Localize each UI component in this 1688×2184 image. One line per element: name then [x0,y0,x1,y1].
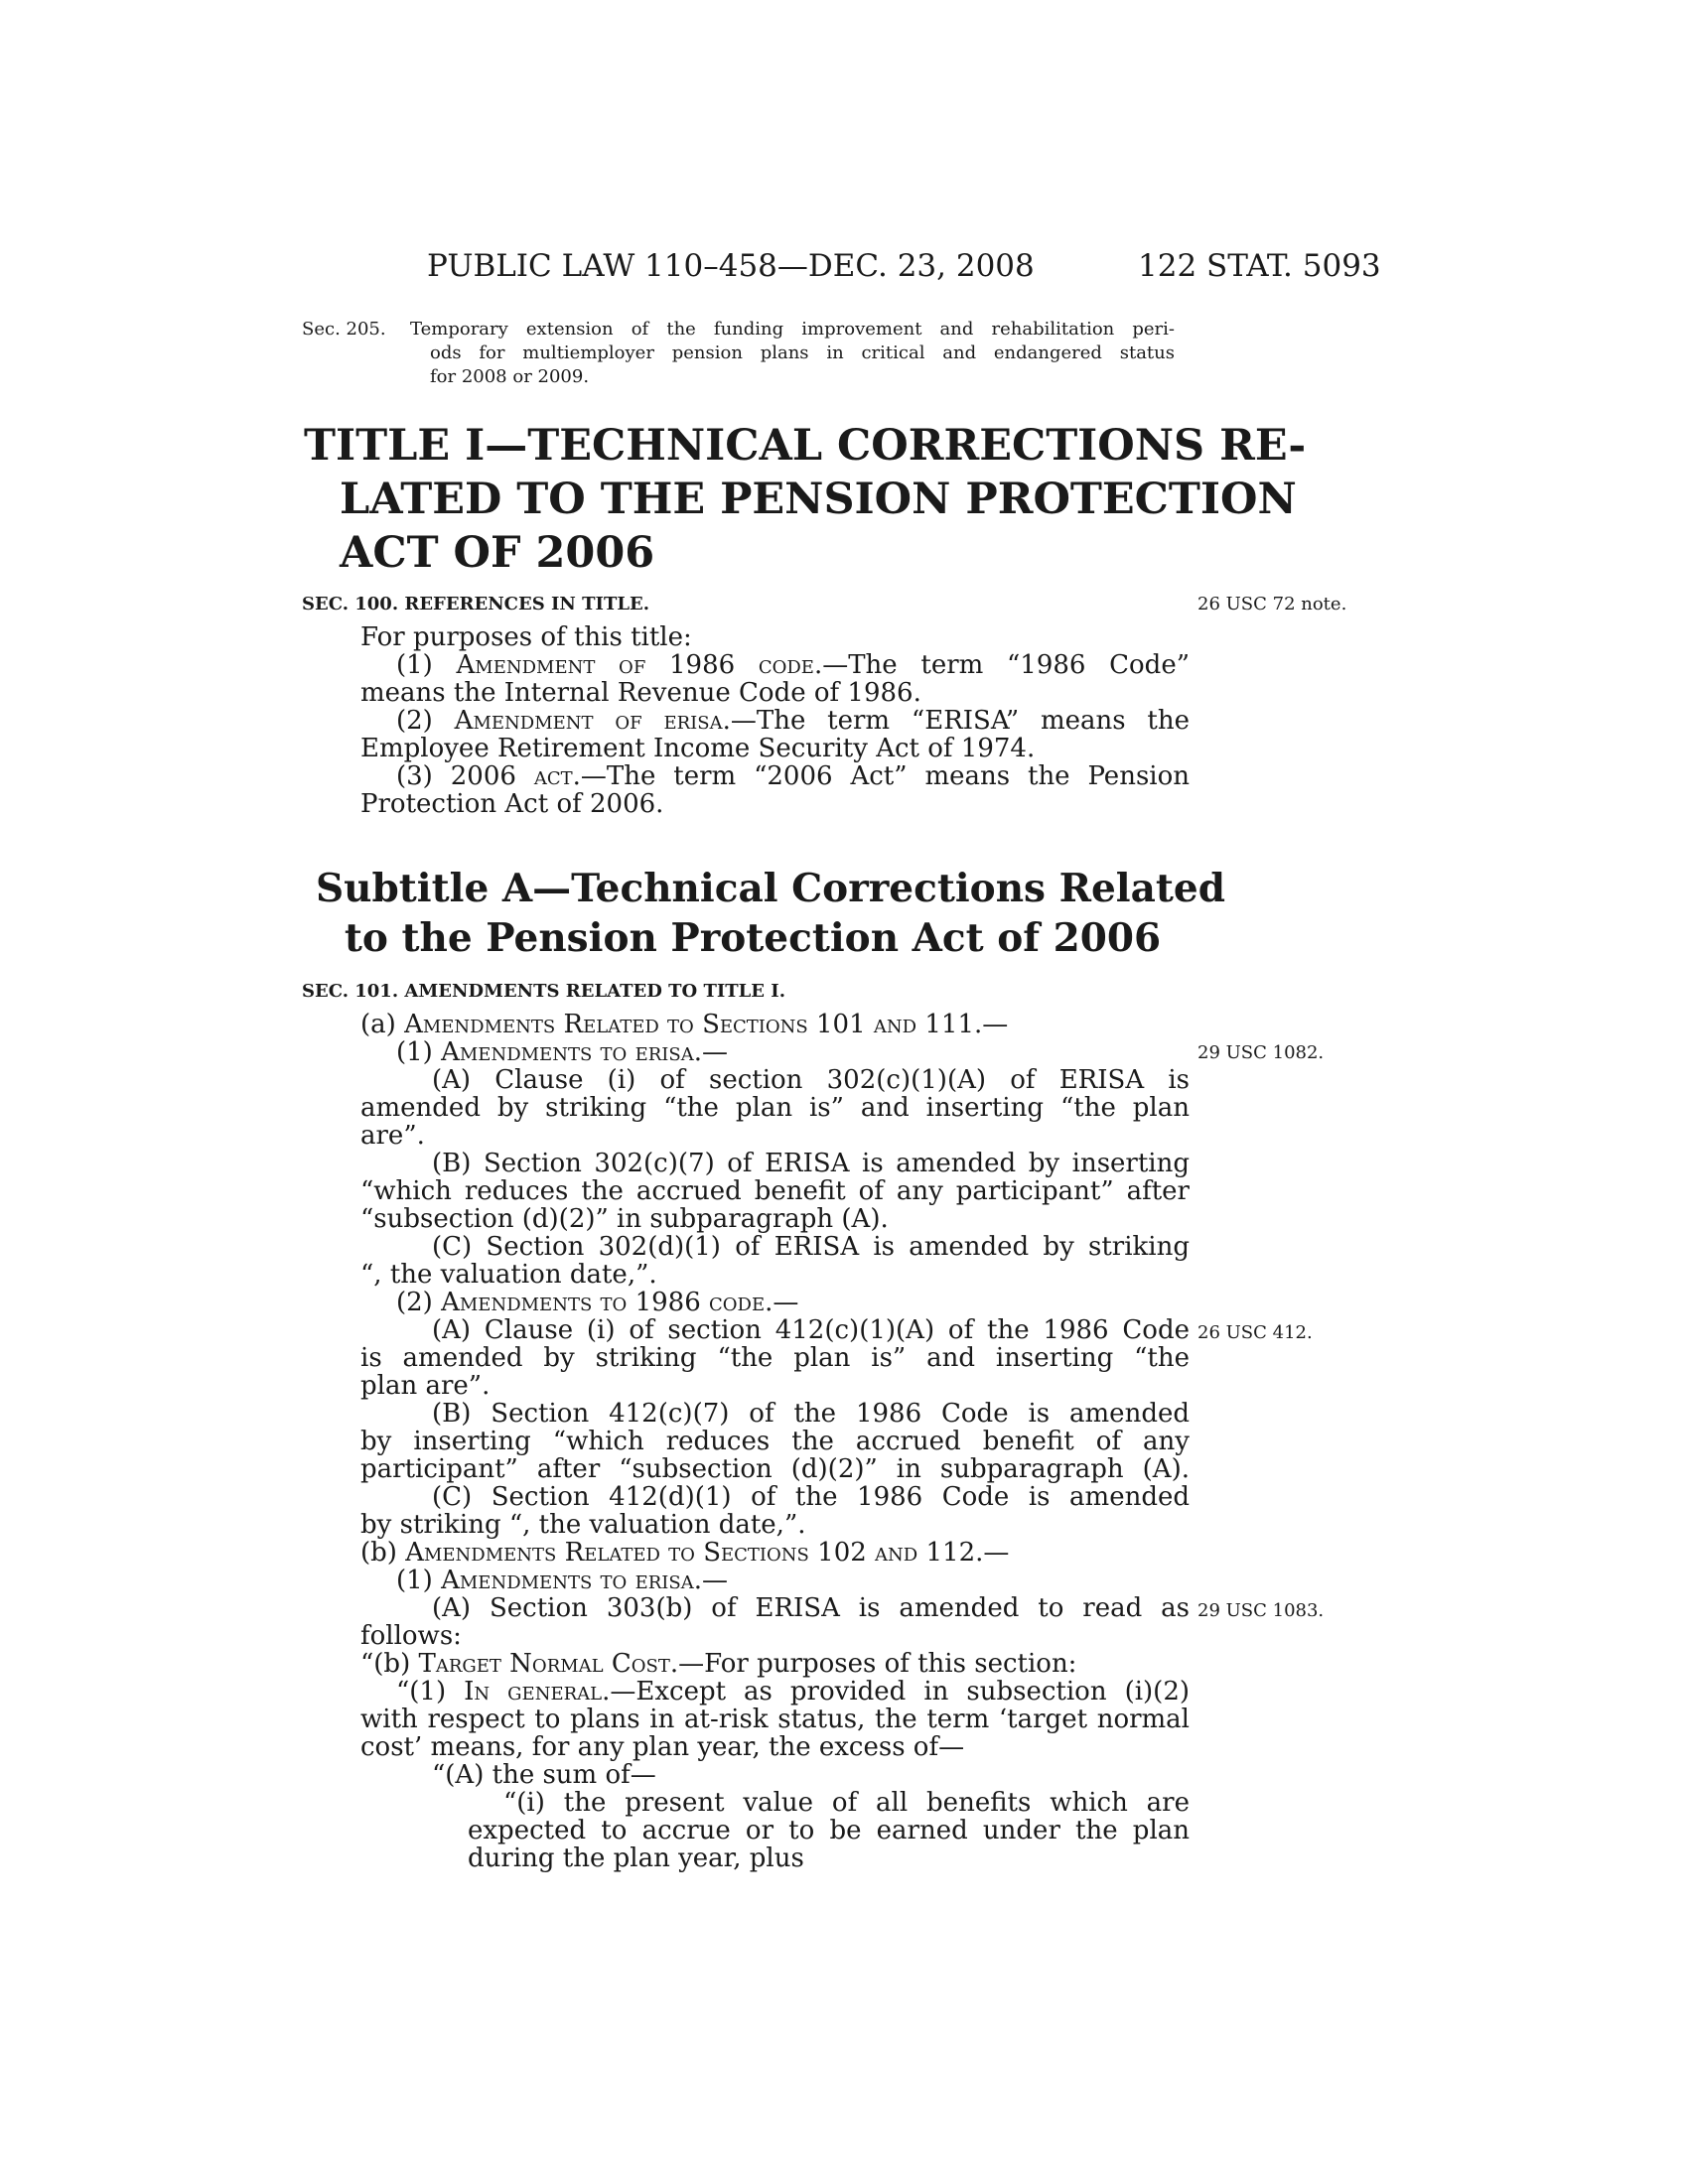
body-line: (B) Section 302(c)(7) of ERISA is amended by inserting [432,1149,1190,1178]
toc-line: ods for multiemployer pension plans in critical and endangered status [430,342,1175,363]
body-line: expected to accrue or to be earned under the plan [468,1816,1190,1845]
body-line: (1) Amendment of 1986 code.—The term “1986 Code” [396,650,1190,680]
body-line: “subsection (d)(2)” in subparagraph (A). [360,1204,889,1234]
running-header-left: PUBLIC LAW 110–458—DEC. 23, 2008 [427,248,1035,284]
body-line: during the plan year, plus [468,1843,804,1873]
body-line: (2) Amendments to 1986 code.— [396,1288,799,1317]
title-line: ACT OF 2006 [340,528,655,578]
body-line: For purposes of this title: [360,622,692,652]
section-101-body [360,1011,1190,1872]
toc-entry-text [410,318,1175,389]
toc-line: Temporary extension of the funding improvement and rehabilitation peri- [410,319,1175,340]
margin-note: 29 USC 1083. [1197,1600,1325,1621]
body-line: Protection Act of 2006. [360,789,664,819]
margin-note: 29 USC 1082. [1197,1042,1325,1063]
running-header-right: 122 STAT. 5093 [1138,248,1381,284]
margin-note: 26 USC 412. [1197,1322,1313,1343]
title-line: TITLE I—TECHNICAL CORRECTIONS RE- [304,421,1307,471]
subtitle-line: Subtitle A—Technical Corrections Related [316,866,1225,911]
body-line: (B) Section 412(c)(7) of the 1986 Code is amended [432,1399,1190,1429]
body-line: “(b) Target Normal Cost.—For purposes of this section: [360,1649,1077,1679]
title-line: LATED TO THE PENSION PROTECTION [340,475,1297,524]
title-heading [304,419,1307,580]
body-line: “(A) the sum of— [432,1760,656,1790]
body-line: amended by striking “the plan is” and inserting “the plan [360,1093,1190,1123]
body-line: (1) Amendments to erisa.— [396,1566,728,1595]
margin-note: 26 USC 72 note. [1197,594,1347,614]
body-line: (1) Amendments to erisa.— [396,1037,728,1067]
body-line: follows: [360,1621,462,1651]
body-line: are”. [360,1121,425,1151]
subtitle-line: to the Pension Protection Act of 2006 [344,915,1162,961]
body-line: (A) Clause (i) of section 302(c)(1)(A) of ERISA is [432,1065,1190,1095]
body-line: (2) Amendment of erisa.—The term “ERISA” means the [396,706,1190,736]
body-line: by inserting “which reduces the accrued benefit of any [360,1427,1190,1456]
body-line: with respect to plans in at-risk status, the term ‘target normal [360,1705,1190,1734]
body-line: “which reduces the accrued benefit of any participant” after [360,1176,1190,1206]
body-line: “(i) the present value of all benefits which are [503,1788,1190,1818]
body-line: (a) Amendments Related to Sections 101 and 111.— [360,1010,1009,1039]
body-line: Employee Retirement Income Security Act of 1974. [360,734,1036,763]
body-line: (C) Section 412(d)(1) of the 1986 Code is amended [432,1482,1190,1512]
body-line: plan are”. [360,1371,491,1401]
body-line: “, the valuation date,”. [360,1260,657,1290]
subtitle-heading [316,864,1225,963]
section-101-heading: SEC. 101. AMENDMENTS RELATED TO TITLE I. [302,981,785,1002]
body-line: means the Internal Revenue Code of 1986. [360,678,921,708]
body-line: by striking “, the valuation date,”. [360,1510,806,1540]
body-line: (b) Amendments Related to Sections 102 and 112.— [360,1538,1010,1568]
body-line: (3) 2006 act.—The term “2006 Act” means the Pension [396,761,1190,791]
body-line: (C) Section 302(d)(1) of ERISA is amended by striking [432,1232,1190,1262]
toc-line: for 2008 or 2009. [430,366,590,387]
body-line: participant” after “subsection (d)(2)” in subparagraph (A). [360,1454,1190,1484]
body-line: “(1) In general.—Except as provided in subsection (i)(2) [396,1677,1191,1706]
toc-entry-number: Sec. 205. [302,319,386,340]
body-line: (A) Section 303(b) of ERISA is amended to read as [432,1593,1190,1623]
body-line: cost’ means, for any plan year, the excess of— [360,1732,965,1762]
section-100-body [360,623,1190,818]
body-line: (A) Clause (i) of section 412(c)(1)(A) of the 1986 Code [432,1315,1190,1345]
section-100-heading: SEC. 100. REFERENCES IN TITLE. [302,594,649,614]
body-line: is amended by striking “the plan is” and inserting “the [360,1343,1190,1373]
